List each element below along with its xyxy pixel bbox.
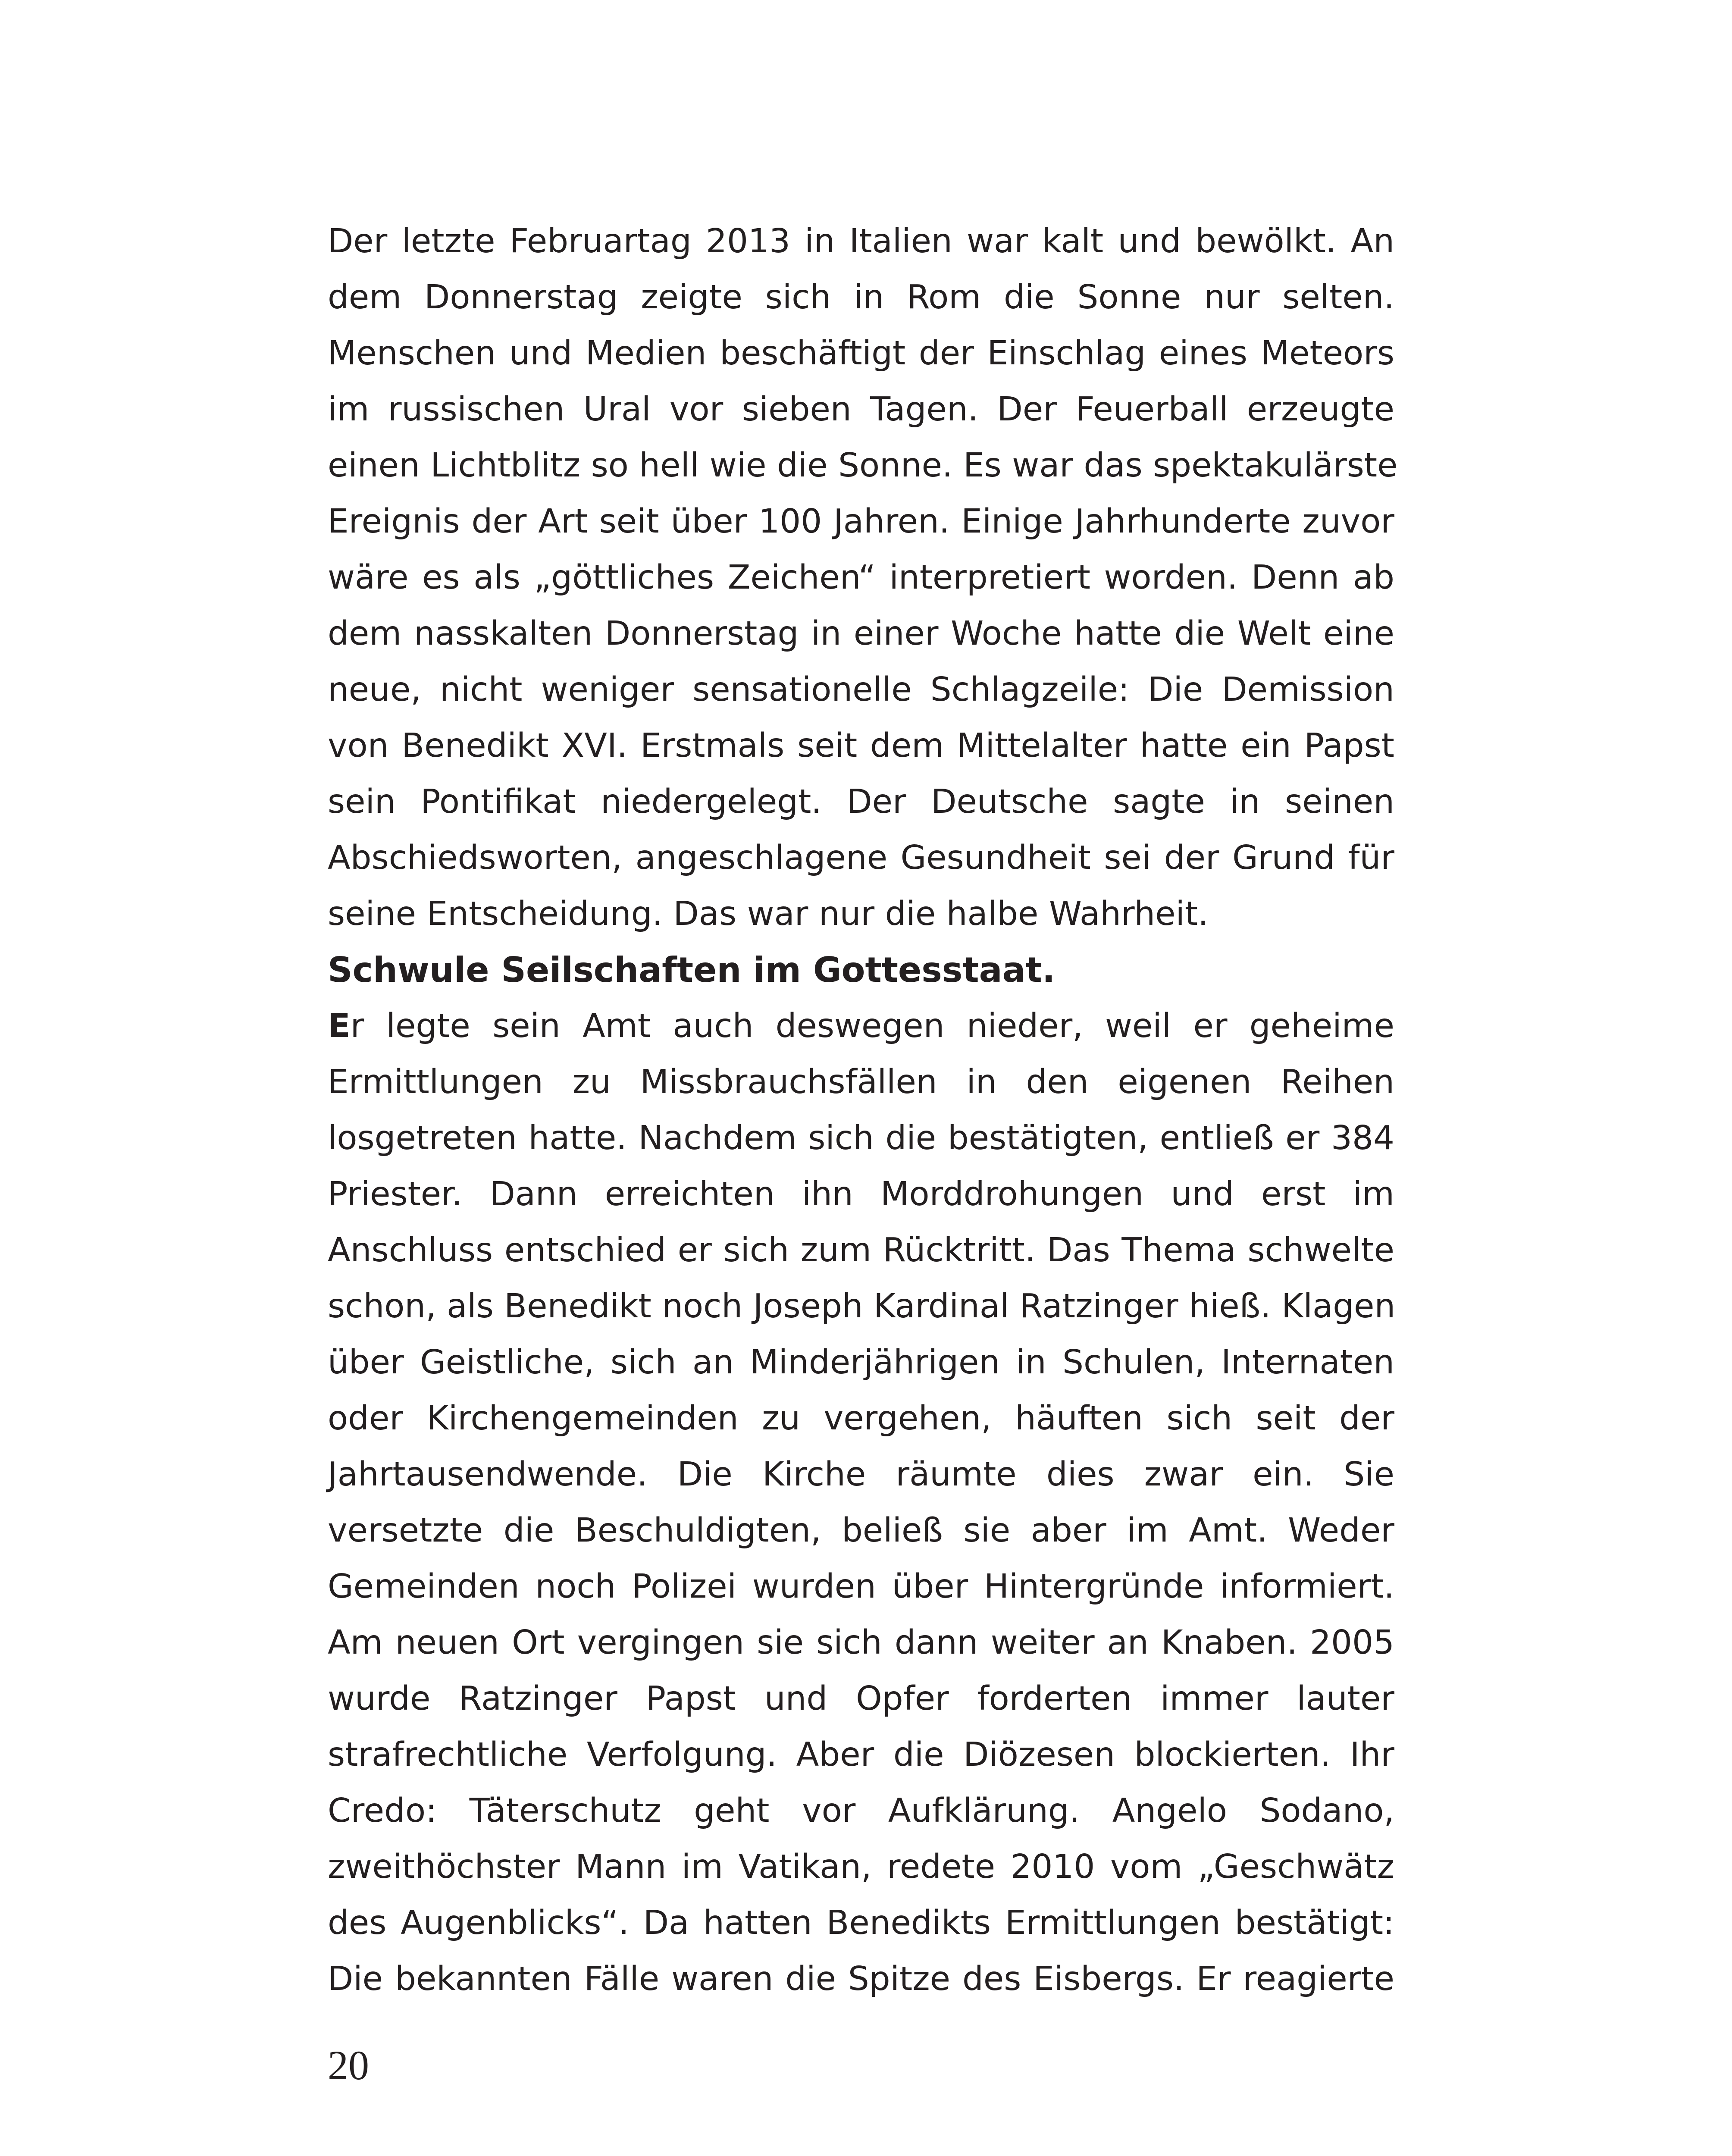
paragraph2-line: über Geistliche, sich an Minderjährigen in Schulen, Internaten	[328, 1343, 1394, 1382]
paragraph1-line: Ereignis der Art seit über 100 Jahren. Einige Jahrhunderte zuvor	[328, 502, 1394, 541]
body-text	[328, 213, 1398, 2007]
paragraph1-line: im russischen Ural vor sieben Tagen. Der Feuerball erzeugte	[328, 390, 1394, 429]
paragraph1-line: einen Lichtblitz so hell wie die Sonne. Es war das spektakulärste	[328, 446, 1398, 485]
paragraph2-line: oder Kirchengemeinden zu vergehen, häuften sich seit der	[328, 1399, 1394, 1438]
paragraph2-line: wurde Ratzinger Papst und Opfer forderten immer lauter	[328, 1680, 1394, 1718]
paragraph2-line: strafrechtliche Verfolgung. Aber die Diözesen blockierten. Ihr	[328, 1736, 1394, 1774]
paragraph1-line: Der letzte Februartag 2013 in Italien war kalt und bewölkt. An	[328, 222, 1394, 260]
paragraph1-line: dem nasskalten Donnerstag in einer Woche hatte die Welt eine	[328, 614, 1394, 653]
paragraph1-line: wäre es als „göttliches Zeichen“ interpretiert worden. Denn ab	[328, 558, 1394, 597]
paragraph2-line: Ermittlungen zu Missbrauchsfällen in den eigenen Reihen	[328, 1063, 1394, 1101]
paragraph2-line: zweithöchster Mann im Vatikan, redete 2010 vom „Geschwätz	[328, 1848, 1394, 1886]
paragraph1-line: sein Pontifikat niedergelegt. Der Deutsche sagte in seinen	[328, 783, 1394, 821]
page-number: 20	[328, 2042, 369, 2088]
paragraph1-line: seine Entscheidung. Das war nur die halbe Wahrheit.	[328, 895, 1209, 933]
paragraph2-first-line-text: r legte sein Amt auch deswegen nieder, weil er geheime	[350, 1007, 1394, 1045]
paragraph2-line: losgetreten hatte. Nachdem sich die bestätigten, entließ er 384	[328, 1119, 1394, 1157]
paragraph1-line: von Benedikt XVI. Erstmals seit dem Mittelalter hatte ein Papst	[328, 727, 1394, 765]
paragraph1-line: neue, nicht weniger sensationelle Schlagzeile: Die Demission	[328, 671, 1394, 709]
paragraph2-line: versetzte die Beschuldigten, beließ sie aber im Amt. Weder	[328, 1511, 1394, 1550]
paragraph2-first-line	[328, 998, 1394, 1054]
paragraph2-line: Am neuen Ort vergingen sie sich dann weiter an Knaben. 2005	[328, 1623, 1394, 1662]
paragraph1-line: Menschen und Medien beschäftigt der Einschlag eines Meteors	[328, 334, 1394, 373]
paragraph2-line: schon, als Benedikt noch Joseph Kardinal Ratzinger hieß. Klagen	[328, 1287, 1396, 1326]
paragraph2-line: Gemeinden noch Polizei wurden über Hintergründe informiert.	[328, 1567, 1394, 1606]
paragraph2-line: Priester. Dann erreichten ihn Morddrohungen und erst im	[328, 1175, 1394, 1213]
paragraph2-line: des Augenblicks“. Da hatten Benedikts Ermittlungen bestätigt:	[328, 1904, 1394, 1942]
paragraph1-line: dem Donnerstag zeigte sich in Rom die Sonne nur selten.	[328, 278, 1394, 317]
paragraph1-line: Abschiedsworten, angeschlagene Gesundheit sei der Grund für	[328, 839, 1394, 877]
paragraph2-line: Die bekannten Fälle waren die Spitze des Eisbergs. Er reagierte	[328, 1960, 1394, 1998]
paragraph2-line: Anschluss entschied er sich zum Rücktritt. Das Thema schwelte	[328, 1231, 1394, 1269]
section-heading: Schwule Seilschaften im Gottesstaat.	[328, 950, 1055, 990]
paragraph2-line: Jahrtausendwende. Die Kirche räumte dies zwar ein. Sie	[328, 1455, 1394, 1494]
paragraph2-initial: E	[328, 1007, 351, 1045]
paragraph2-line: Credo: Täterschutz geht vor Aufklärung. Angelo Sodano,	[328, 1792, 1394, 1830]
